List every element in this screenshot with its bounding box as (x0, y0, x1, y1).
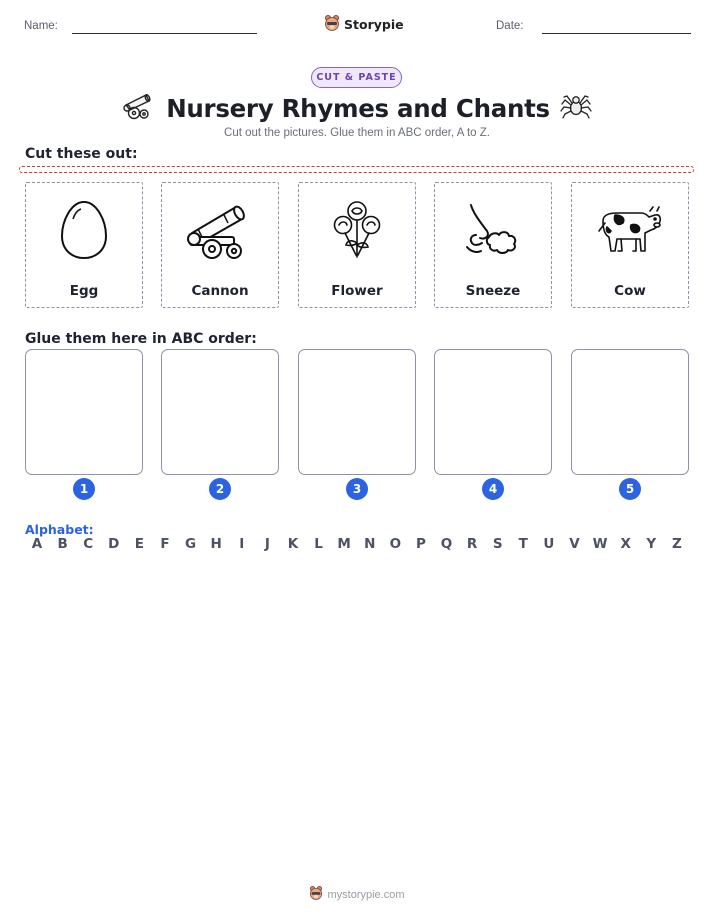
alphabet-letter: P (415, 536, 426, 552)
card-label: Cow (614, 283, 646, 299)
brand-name: Storypie (344, 17, 404, 32)
worksheet-title (140, 90, 574, 126)
alphabet-letter: N (364, 536, 376, 552)
cut-card-cannon[interactable] (161, 182, 279, 308)
roses-icon (299, 187, 415, 273)
alphabet-letter: W (592, 536, 608, 552)
cut-line (19, 166, 694, 173)
glue-slot-2[interactable] (161, 349, 279, 475)
alphabet-letter: S (492, 536, 503, 552)
glue-heading: Glue them here in ABC order: (25, 331, 257, 347)
alphabet-letter: L (314, 536, 323, 552)
alphabet-heading: Alphabet: (25, 522, 94, 537)
title-text: Nursery Rhymes and Chants (166, 93, 550, 123)
alphabet-letter: C (83, 536, 94, 552)
slot-number-3: 3 (346, 478, 368, 500)
card-label: Flower (331, 283, 383, 299)
cut-card-egg[interactable] (25, 182, 143, 308)
alphabet-letter: J (264, 536, 270, 552)
card-label: Egg (69, 283, 99, 299)
egg-icon (26, 187, 142, 273)
alphabet-letter: U (543, 536, 555, 552)
alphabet-letter: H (210, 536, 222, 552)
instructions: Cut out the pictures. Glue them in ABC order, A to Z. (224, 127, 490, 139)
alphabet-letter: G (185, 536, 197, 552)
slot-number-2: 2 (209, 478, 231, 500)
alphabet-letter: D (108, 536, 120, 552)
slot-number-5: 5 (619, 478, 641, 500)
alphabet-letter: I (239, 536, 245, 552)
glue-slot-1[interactable] (25, 349, 143, 475)
cut-card-flower[interactable] (298, 182, 416, 308)
name-label: Name: (24, 20, 58, 32)
alphabet-letter: A (31, 536, 43, 552)
cut-heading: Cut these out: (25, 146, 138, 162)
activity-badge: CUT & PASTE (311, 67, 402, 88)
alphabet-letter: O (389, 536, 402, 552)
name-line[interactable] (72, 33, 257, 34)
footer (0, 885, 714, 904)
cut-card-sneeze[interactable] (434, 182, 552, 308)
spider-icon (560, 90, 592, 126)
slot-number-1: 1 (73, 478, 95, 500)
alphabet-letter: V (569, 536, 580, 552)
alphabet-letter: E (134, 536, 144, 552)
brand-logo (324, 14, 404, 35)
slot-number-4: 4 (482, 478, 504, 500)
alphabet-letter: B (57, 536, 68, 552)
alphabet-letter: K (287, 536, 299, 552)
alphabet-letter: Q (440, 536, 453, 552)
cannon-icon (162, 187, 278, 273)
card-label: Sneeze (465, 283, 521, 299)
cannon-icon (122, 90, 156, 126)
footer-url[interactable]: mystorypie.com (327, 888, 405, 901)
glue-slot-5[interactable] (571, 349, 689, 475)
alphabet-letter: Z (671, 536, 682, 552)
cow-icon (572, 187, 688, 273)
alphabet-letter: Y (646, 536, 657, 552)
bear-logo-icon (324, 14, 340, 35)
card-label: Cannon (191, 283, 249, 299)
glue-slot-3[interactable] (298, 349, 416, 475)
alphabet-letter: T (518, 536, 528, 552)
sneeze-nose-icon (435, 187, 551, 273)
glue-slot-4[interactable] (434, 349, 552, 475)
alphabet-letter: X (620, 536, 631, 552)
alphabet-letter: R (466, 536, 478, 552)
alphabet-row (25, 536, 689, 552)
date-label: Date: (496, 20, 524, 32)
bear-logo-icon (309, 885, 323, 904)
alphabet-letter: M (337, 536, 351, 552)
date-line[interactable] (542, 33, 691, 34)
alphabet-letter: F (160, 536, 170, 552)
cut-card-cow[interactable] (571, 182, 689, 308)
